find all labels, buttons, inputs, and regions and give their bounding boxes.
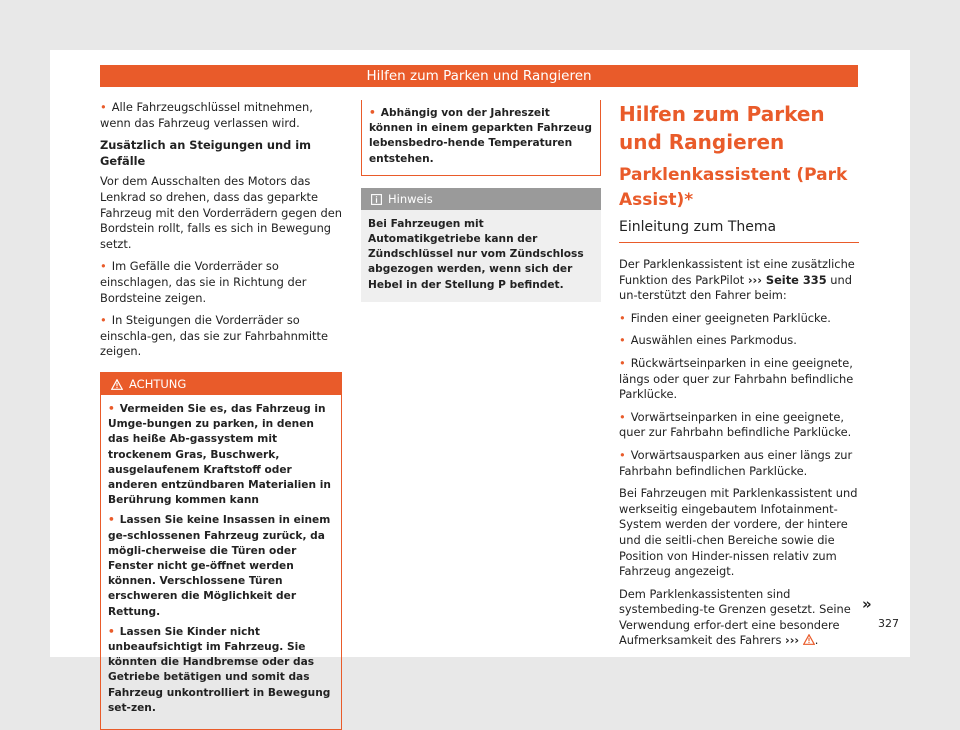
- note-header: [361, 188, 601, 210]
- warning-body: [101, 395, 341, 729]
- section-title: Hilfen zum Parken und Rangieren: [619, 102, 825, 154]
- bullet-item: • In Steigungen die Vorderräder so einschla-gen, das sie zur Fahrbahnmitte zeigen.: [100, 313, 342, 360]
- note-body: Bei Fahrzeugen mit Automatikgetriebe kann der Zündschlüssel nur vom Zündschloss abgezogen werden, wenn sich der Hebel in der Stellung P befindet.: [368, 217, 584, 291]
- note-box: [361, 188, 601, 302]
- warning-triangle-icon: [111, 375, 123, 397]
- page-number: 327: [878, 617, 899, 630]
- intro-paragraph: Der Parklenkassistent ist eine zusätzliche Funktion des ParkPilot ››› Seite 335 und un-terstützt den Fahrer beim:: [619, 257, 855, 303]
- page-reference-link[interactable]: ››› Seite 335: [747, 272, 827, 287]
- warning-item: • Lassen Sie keine Insassen in einem ge-schlossenen Fahrzeug zurück, da mögli-cherweise die Türen oder Fenster nicht ge-öffnet werden können. Verschlossene Türen erschweren die Möglichkeit der Rettung.: [108, 513, 334, 619]
- note-label: Hinweis: [388, 191, 433, 206]
- warning-label: ACHTUNG: [129, 376, 187, 391]
- warning-item: • Lassen Sie Kinder nicht unbeaufsichtigt im Fahrzeug. Sie könnten die Handbremse oder das Getriebe betätigen und somit das Fahrzeug unkontrolliert in Bewegung set-zen.: [108, 625, 334, 716]
- bullet-item: • Alle Fahrzeugschlüssel mitnehmen, wenn das Fahrzeug verlassen wird.: [100, 100, 342, 131]
- column-middle: [361, 100, 601, 302]
- paragraph: Vor dem Ausschalten des Motors das Lenkrad so drehen, dass das geparkte Fahrzeug mit den Vorderrädern gegen den Bordstein rollt, falls es sich in Bewegung setzt.: [100, 174, 342, 251]
- warning-item: • Abhängig von der Jahreszeit können in einem geparkten Fahrzeug lebensbedro-hende Temperaturen entstehen.: [369, 106, 593, 167]
- topic-heading: Einleitung zum Thema: [619, 217, 859, 243]
- warning-reference-link[interactable]: ›››: [785, 633, 800, 648]
- warning-triangle-icon: [803, 633, 815, 647]
- bullet-item: • Auswählen eines Parkmodus.: [619, 333, 859, 349]
- subheading-slopes: Zusätzlich an Steigungen und im Gefälle: [100, 138, 312, 168]
- continue-marker: »: [862, 595, 872, 613]
- column-right: [619, 100, 859, 656]
- bullet-item: • Rückwärtseinparken in eine geeignete, längs oder quer zur Fahrbahn befindliche Parklücke.: [619, 356, 859, 403]
- warning-item: • Vermeiden Sie es, das Fahrzeug in Umge-bungen zu parken, in denen das heiße Ab-gassystem mit trockenem Gras, Buschwerk, ausgelaufenem Kraftstoff oder anderen entzündbaren Materialien in Berührung kommen kann: [108, 402, 334, 508]
- page-header: Hilfen zum Parken und Rangieren: [100, 65, 858, 87]
- paragraph: Bei Fahrzeugen mit Parklenkassistent und werkseitig eingebautem Infotainment-System werden der vordere, der hintere und die seitli-chen Bereiche sowie die Position von Hinder-nissen relativ zum Fahrzeug angezeigt.: [619, 486, 858, 579]
- warning-box: [100, 372, 342, 730]
- warning-continued: [361, 100, 601, 176]
- info-icon: [371, 190, 382, 212]
- paragraph: Dem Parklenkassistenten sind systembeding-te Grenzen gesetzt. Seine Verwendung erfor-dert eine besondere Aufmerksamkeit des Fahrers ››› .: [619, 586, 851, 648]
- bullet-item: • Finden einer geeigneten Parklücke.: [619, 311, 859, 327]
- bullet-item: • Im Gefälle die Vorderräder so einschlagen, das sie in Richtung der Bordsteine zeigen.: [100, 259, 342, 306]
- bullet-item: • Vorwärtseinparken in eine geeignete, quer zur Fahrbahn befindliche Parklücke.: [619, 410, 859, 441]
- section-subtitle: Parklenkassistent (Park Assist)*: [619, 165, 848, 210]
- bullet-item: • Vorwärtsausparken aus einer längs zur Fahrbahn befindlichen Parklücke.: [619, 448, 859, 479]
- column-left: [100, 100, 342, 730]
- warning-header: [101, 373, 341, 395]
